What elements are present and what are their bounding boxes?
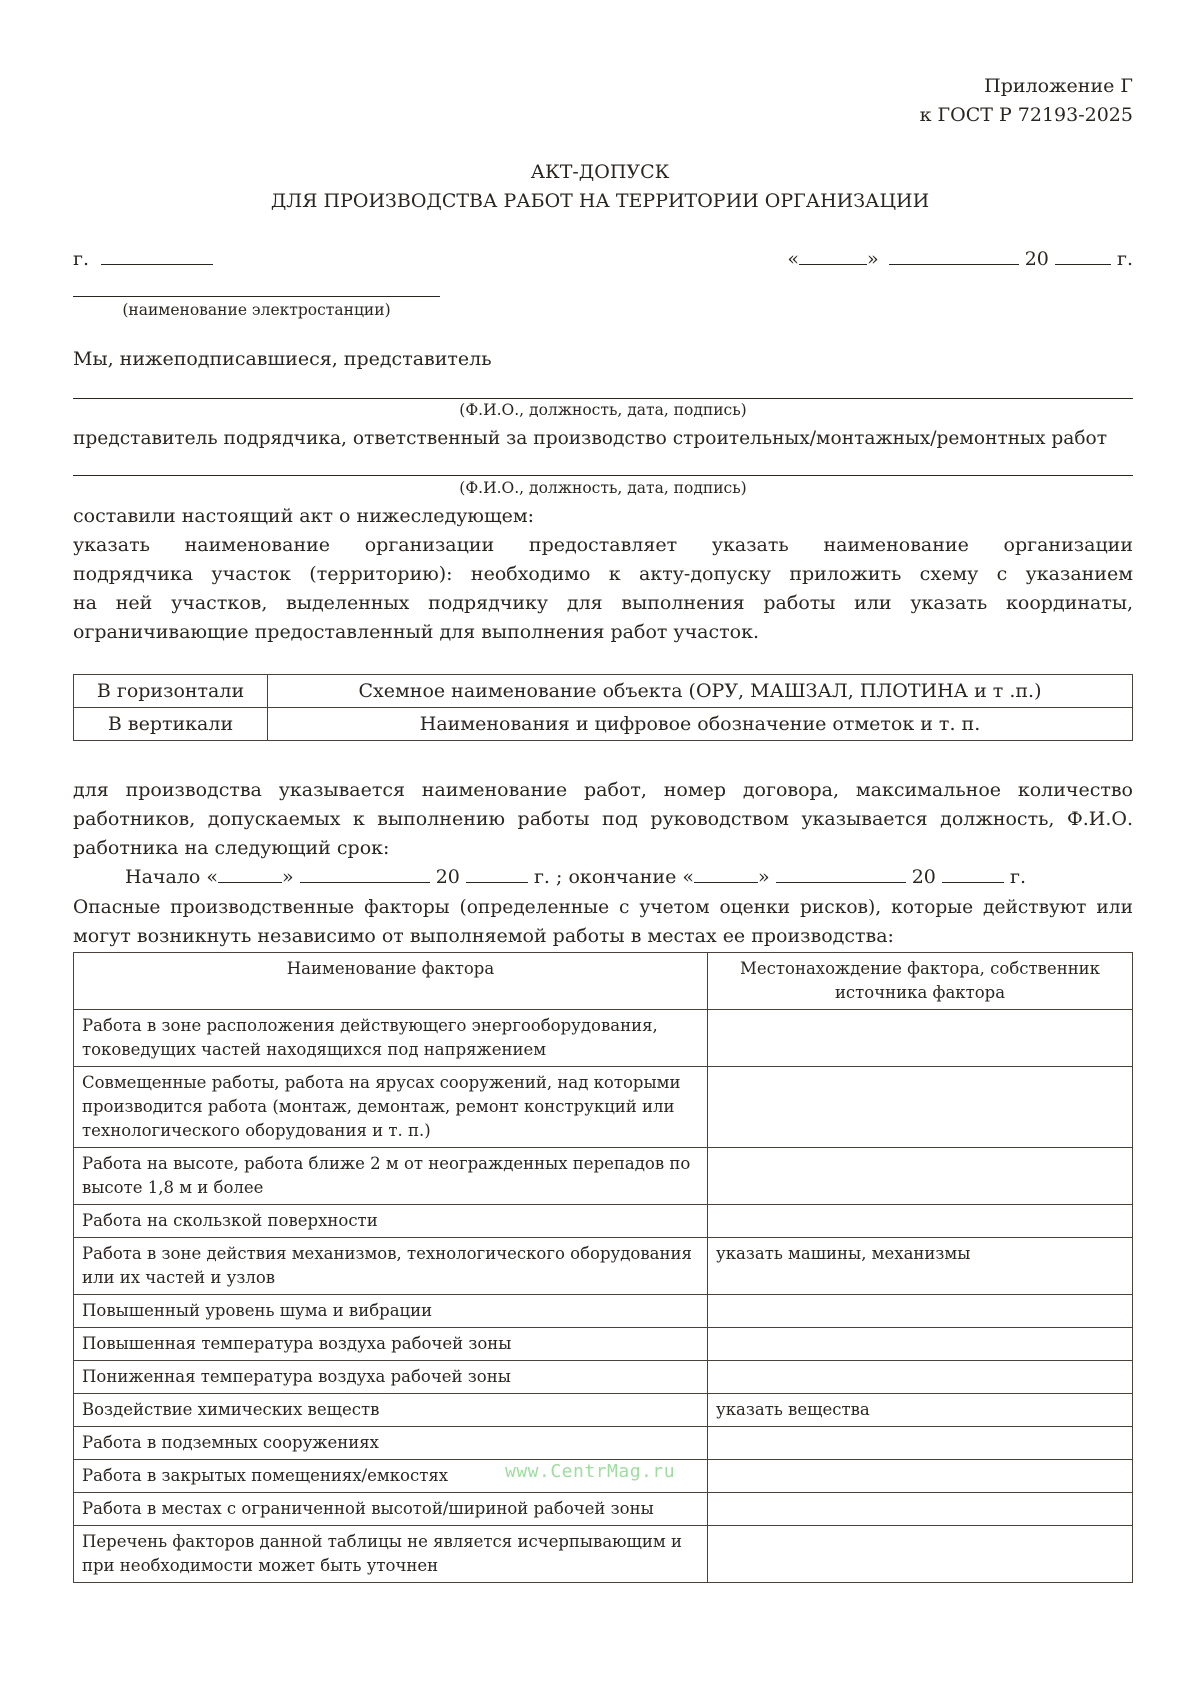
hazard-factors-table [73, 952, 1133, 1583]
date-field [787, 246, 1133, 270]
end-year-blank[interactable] [942, 864, 1004, 883]
territory-line: ограничивающие предоставленный для выполнения работ участок. [73, 621, 760, 643]
start-label: Начало [125, 866, 201, 888]
quote-open: « [206, 866, 218, 888]
signature-caption-1: (Ф.И.О., должность, дата, подпись) [459, 401, 747, 419]
document-title [0, 158, 1200, 216]
start-year-blank[interactable] [466, 864, 528, 883]
end-year-prefix: 20 [911, 866, 936, 888]
station-caption: (наименование электростанции) [122, 301, 391, 319]
territory-line: подрядчика участок (территорию): необходимо к акту-допуску приложить схему с указанием [73, 563, 1133, 585]
factor-location[interactable]: указать вещества [708, 1394, 1133, 1427]
territory-line: на ней участков, выделенных подрядчику для выполнения работы или указать координаты, [73, 592, 1133, 614]
table-row [74, 1328, 1133, 1361]
factor-name: Работа в местах с ограниченной высотой/шириной рабочей зоны [74, 1493, 708, 1526]
table-row [74, 675, 1133, 708]
quote-close: » [867, 248, 879, 270]
territory-paragraph [73, 531, 1133, 647]
place-date-row [73, 246, 1133, 272]
factor-location[interactable] [708, 1205, 1133, 1238]
year-prefix: 20 [1024, 248, 1049, 270]
factor-name: Пониженная температура воздуха рабочей зоны [74, 1361, 708, 1394]
hazards-intro [73, 893, 1133, 951]
end-day-blank[interactable] [694, 864, 758, 883]
quote-close: » [758, 866, 770, 888]
hazards-line: Опасные производственные факторы (определенные с учетом оценки рисков), которые действуют или [73, 897, 1133, 918]
table-row [74, 708, 1133, 741]
watermark: www.CentrMag.ru [505, 1461, 676, 1482]
coordinates-table [73, 674, 1133, 741]
start-month-blank[interactable] [300, 864, 430, 883]
work-period-row [125, 863, 1026, 892]
factor-name: Работа в закрытых помещениях/емкостях [74, 1460, 708, 1493]
year-blank[interactable] [1055, 246, 1111, 265]
title-line-2: ДЛЯ ПРОИЗВОДСТВА РАБОТ НА ТЕРРИТОРИИ ОРГАНИЗАЦИИ [270, 190, 930, 212]
start-day-blank[interactable] [218, 864, 282, 883]
factor-name: Повышенная температура воздуха рабочей зоны [74, 1328, 708, 1361]
appendix-reference [920, 72, 1133, 130]
start-year-prefix: 20 [435, 866, 460, 888]
table-row [74, 1067, 1133, 1148]
gost-reference: к ГОСТ Р 72193-2025 [919, 104, 1133, 126]
contractor-representative-text: представитель подрядчика, ответственный за производство строительных/монтажных/ремонтных работ [73, 428, 1108, 449]
work-paragraph [73, 776, 1133, 863]
factor-name: Работа в зоне действия механизмов, технологического оборудования или их частей и узлов [74, 1238, 708, 1295]
factor-location[interactable] [708, 1067, 1133, 1148]
year-suffix: г. [1117, 248, 1133, 270]
table-row [74, 1205, 1133, 1238]
representatives-intro: Мы, нижеподписавшиеся, представитель [73, 348, 492, 370]
work-line: для производства указывается наименование работ, номер договора, максимальное количество [73, 779, 1133, 801]
table-row [74, 1148, 1133, 1205]
table-row [74, 1493, 1133, 1526]
coord-value[interactable]: Схемное наименование объекта (ОРУ, МАШЗАЛ, ПЛОТИНА и т .п.) [268, 675, 1133, 708]
table-row [74, 1526, 1133, 1583]
factor-location[interactable]: указать машины, механизмы [708, 1238, 1133, 1295]
signature-caption-2: (Ф.И.О., должность, дата, подпись) [459, 479, 747, 497]
factor-location[interactable] [708, 1427, 1133, 1460]
territory-line: указать наименование организации предоставляет указать наименование организации [73, 534, 1133, 556]
end-month-blank[interactable] [776, 864, 906, 883]
representative-signature-blank[interactable] [73, 398, 1133, 399]
month-blank[interactable] [889, 246, 1019, 265]
work-line: работников, допускаемых к выполнению работы под руководством указывается должность, Ф.И.О. [73, 808, 1133, 830]
table-row [74, 1361, 1133, 1394]
station-blank[interactable] [73, 296, 440, 297]
factor-name: Работа в зоне расположения действующего энергооборудования, токоведущих частей находящихся под напряжением [74, 1010, 708, 1067]
factor-name: Работа в подземных сооружениях [74, 1427, 708, 1460]
factor-location[interactable] [708, 1361, 1133, 1394]
factor-location[interactable] [708, 1328, 1133, 1361]
factor-name: Повышенный уровень шума и вибрации [74, 1295, 708, 1328]
factor-location[interactable] [708, 1010, 1133, 1067]
quote-close: » [281, 866, 294, 888]
factor-name: Совмещенные работы, работа на ярусах сооружений, над которыми производится работа (монтаж, демонтаж, ремонт конструкций или технологического оборудования и т. п.) [74, 1067, 708, 1148]
appendix-title: Приложение Г [984, 75, 1133, 97]
coord-label: В горизонтали [74, 675, 268, 708]
column-header-factor: Наименование фактора [74, 953, 708, 1010]
day-blank[interactable] [799, 246, 867, 265]
factor-location[interactable] [708, 1526, 1133, 1583]
quote-open: « [682, 866, 694, 888]
title-line-1: АКТ-ДОПУСК [530, 161, 670, 183]
city-blank[interactable] [101, 246, 213, 265]
end-label: г. ; окончание [533, 866, 677, 888]
hazards-line: могут возникнуть независимо от выполняемой работы в местах ее производства: [73, 925, 894, 947]
table-row [74, 1010, 1133, 1067]
table-row [74, 1427, 1133, 1460]
table-row [74, 1238, 1133, 1295]
coord-value[interactable]: Наименования и цифровое обозначение отметок и т. п. [268, 708, 1133, 741]
factor-name: Работа на скользкой поверхности [74, 1205, 708, 1238]
table-header-row [74, 953, 1133, 1010]
work-line: работника на следующий срок: [73, 837, 390, 859]
factor-location[interactable] [708, 1295, 1133, 1328]
factor-location[interactable] [708, 1148, 1133, 1205]
factor-location[interactable] [708, 1460, 1133, 1493]
city-prefix: г. [73, 248, 89, 270]
city-field [73, 246, 213, 270]
quote-open: « [787, 248, 799, 270]
factor-location[interactable] [708, 1493, 1133, 1526]
coord-label: В вертикали [74, 708, 268, 741]
table-row [74, 1394, 1133, 1427]
factor-name: Воздействие химических веществ [74, 1394, 708, 1427]
table-row [74, 1295, 1133, 1328]
factor-name: Работа на высоте, работа ближе 2 м от неогражденных перепадов по высоте 1,8 м и более [74, 1148, 708, 1205]
contractor-signature-blank[interactable] [73, 475, 1133, 476]
column-header-location: Местонахождение фактора, собственник источника фактора [708, 953, 1133, 1010]
composed-statement: составили настоящий акт о нижеследующем: [73, 505, 535, 527]
end-year-suffix: г. [1010, 866, 1026, 888]
factor-name: Перечень факторов данной таблицы не является исчерпывающим и при необходимости может быть уточнен [74, 1526, 708, 1583]
